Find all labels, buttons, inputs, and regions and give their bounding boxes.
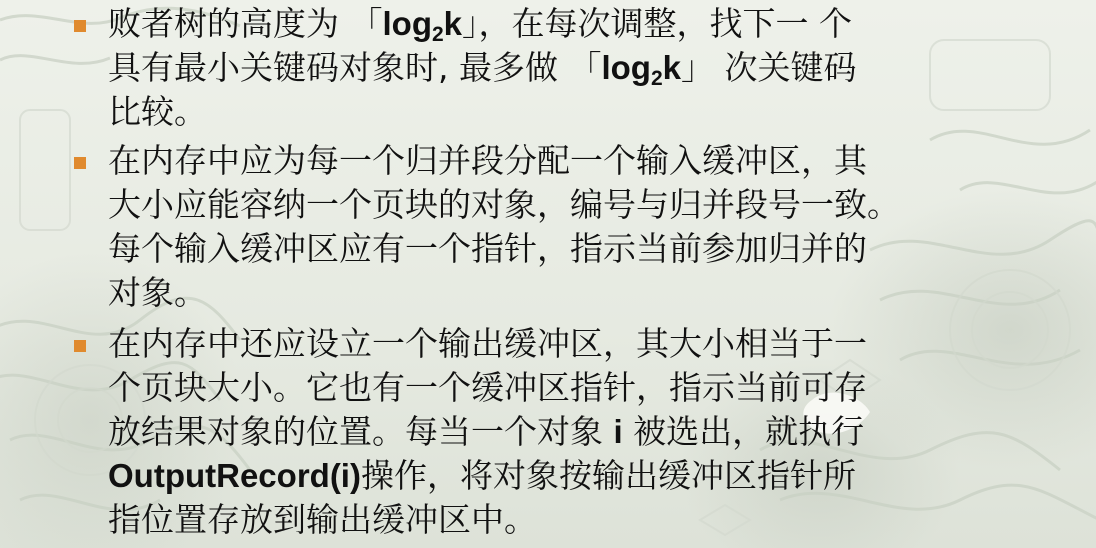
paragraph-3-line-2: 个页块大小。它也有一个缓冲区指针，指示当前可存 <box>108 368 867 407</box>
paragraph-2-line-3: 每个输入缓冲区应有一个指针，指示当前参加归并的 <box>108 229 867 268</box>
bullet-square <box>74 157 86 169</box>
paragraph-3-line-1: 在内存中还应设立一个输出缓冲区，其大小相当于一 <box>108 324 867 363</box>
paragraph-3-line-3: 放结果对象的位置。每当一个对象 i 被选出，就执行 <box>108 412 865 451</box>
paragraph-2-line-1: 在内存中应为每一个归并段分配一个输入缓冲区，其 <box>108 141 867 180</box>
paragraph-1-line-2: 具有最小关键码对象时, 最多做 「$\log_2k$」 次关键码 <box>108 48 857 90</box>
bullet-square <box>74 20 86 32</box>
paragraph-1 <box>108 2 968 134</box>
paragraph-1-line-1: 败者树的高度为 「$\log_2k$」，在每次调整，找下一 个 <box>108 4 853 46</box>
paragraph-2 <box>108 139 968 315</box>
variable-i: i <box>613 413 623 450</box>
math-log2k: $\log_2k$ <box>601 49 682 90</box>
paragraph-3 <box>108 322 968 542</box>
paragraph-1-line-3: 比较。 <box>108 92 207 131</box>
paragraph-2-line-4: 对象。 <box>108 273 207 312</box>
paragraph-3-line-5: 指位置存放到输出缓冲区中。 <box>108 500 537 539</box>
function-outputrecord: OutputRecord(i) <box>108 457 361 494</box>
paragraph-3-line-4: OutputRecord(i)操作，将对象按输出缓冲区指针所 <box>108 456 856 495</box>
math-log2k: $\log_2k$ <box>382 5 463 46</box>
bullet-square <box>74 340 86 352</box>
paragraph-2-line-2: 大小应能容纳一个页块的对象，编号与归并段号一致。 <box>108 185 900 224</box>
